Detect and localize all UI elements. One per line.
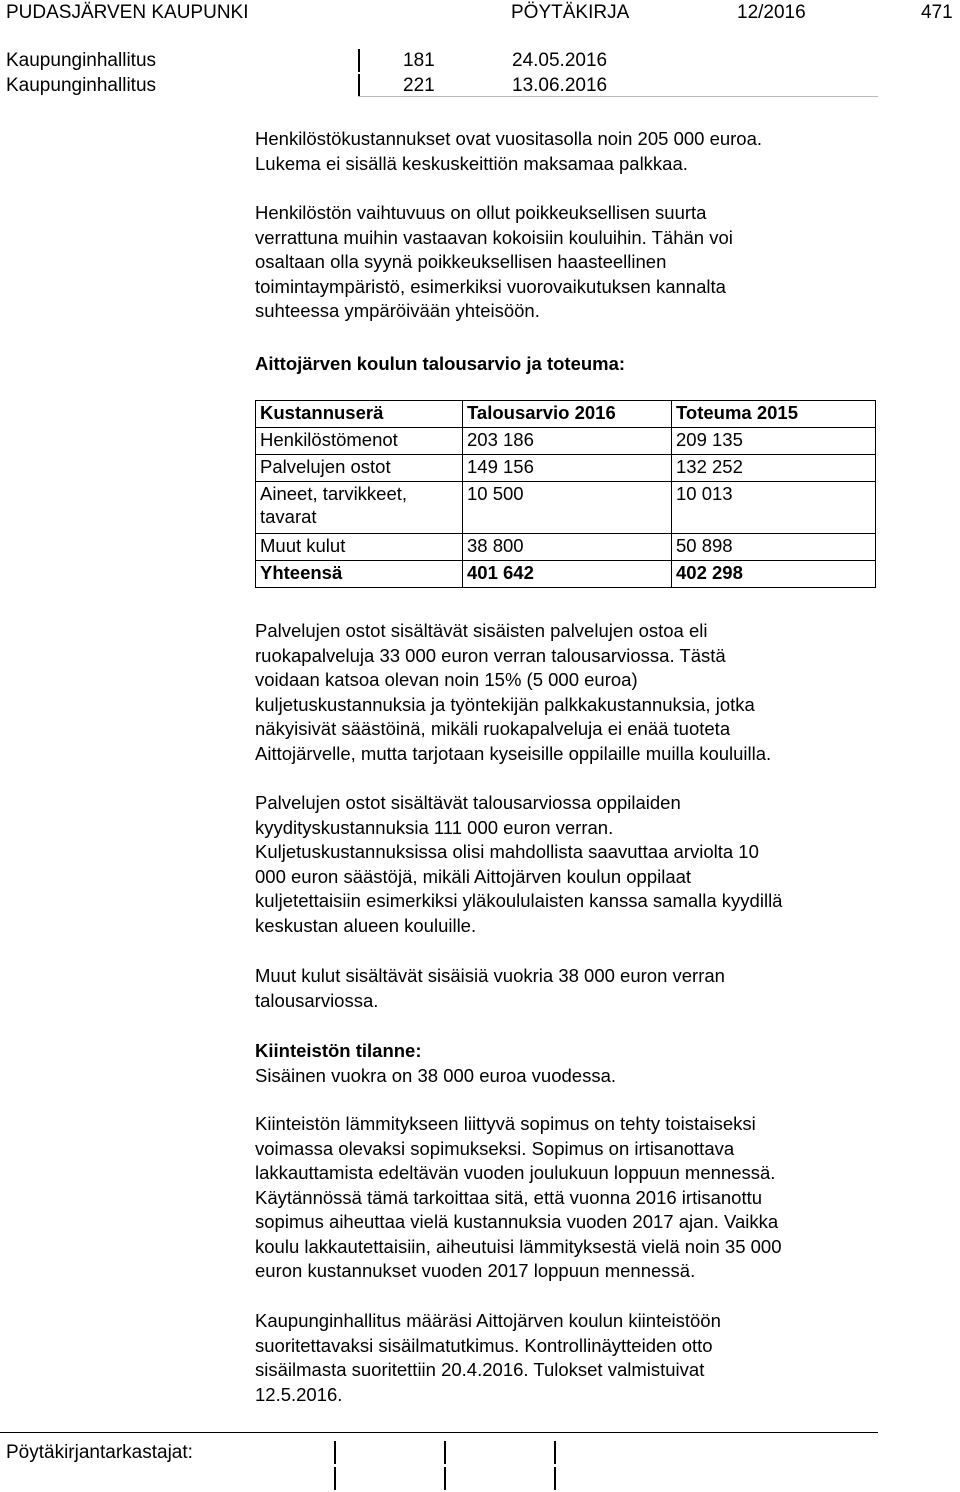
header-cell: Kustannuserä: [256, 401, 463, 428]
paragraph-indoor-air: [255, 1309, 935, 1407]
table-cell: Muut kulut: [256, 534, 463, 561]
text-line: Sisäinen vuokra on 38 000 euroa vuodessa.: [255, 1064, 617, 1086]
text-line: Palvelujen ostot sisältävät sisäisten palvelujen ostoa eli: [255, 620, 708, 641]
text-line: osaltaan olla syynä poikkeuksellisen haasteellinen: [255, 251, 667, 272]
table-cell: Yhteensä: [256, 561, 463, 588]
signature-line: [444, 1467, 446, 1490]
table-title: [255, 352, 935, 377]
text-line: sisäilmasta suoritettiin 20.4.2016. Tulokset valmistuivat: [255, 1359, 705, 1380]
table-cell: 132 252: [672, 455, 876, 482]
text-line: Henkilöstön vaihtuvuus on ollut poikkeuksellisen suurta: [255, 202, 707, 223]
table-cell: 209 135: [672, 428, 876, 455]
document-type: PÖYTÄKIRJA: [511, 2, 630, 23]
table-cell: 149 156: [463, 455, 672, 482]
table-cell: 10 013: [672, 482, 876, 534]
text-line: Lukema ei sisällä keskuskeittiön maksamaa palkkaa.: [255, 152, 688, 174]
paragraph-property-status: [255, 1039, 935, 1088]
table-row: [256, 428, 876, 455]
text-line: Palvelujen ostot sisältävät talousarviossa oppilaiden: [255, 792, 681, 813]
footer-rule: [0, 1432, 878, 1433]
text-line: Aittojärvelle, mutta tarjotaan kyseisille oppilaille muilla kouluilla.: [255, 742, 772, 764]
text-line: kuljetettaisiin esimerkiksi yläkoululaisten kanssa samalla kyydillä: [255, 890, 783, 911]
table-cell: Aineet, tarvikkeet, tavarat: [256, 482, 463, 534]
paragraph-staff-turnover: [255, 201, 935, 324]
table-cell: Henkilöstömenot: [256, 428, 463, 455]
table-cell: Palvelujen ostot: [256, 455, 463, 482]
text-line: toimintaympäristö, esimerkiksi vuorovaikutuksen kannalta: [255, 275, 726, 297]
table-total-row: [256, 561, 876, 588]
signature-line: [334, 1467, 336, 1490]
signature-line: [334, 1441, 336, 1464]
text-line: Kiinteistön lämmitykseen liittyvä sopimus on tehty toistaiseksi: [255, 1113, 756, 1134]
text-line: euron kustannukset vuoden 2017 loppuun mennessä.: [255, 1260, 696, 1281]
header-cell: Talousarvio 2016: [463, 401, 672, 428]
meta-section-2: 221: [403, 75, 435, 96]
issue-number: 12/2016: [737, 2, 806, 23]
table-cell: 401 642: [463, 561, 672, 588]
section-heading: Kiinteistön tilanne:: [255, 1040, 422, 1061]
signature-line: [444, 1441, 446, 1464]
text-line: Käytännössä tämä tarkoittaa sitä, että vuonna 2016 irtisanottu: [255, 1186, 763, 1208]
reviewers-label: Pöytäkirjantarkastajat:: [6, 1442, 193, 1463]
page-number: 471: [921, 2, 953, 23]
budget-table: [255, 400, 876, 588]
table-cell: 50 898: [672, 534, 876, 561]
text-line: ruokapalveluja 33 000 euron verran talousarviossa. Tästä: [255, 644, 726, 666]
text-line: Kaupunginhallitus määräsi Aittojärven koulun kiinteistöön: [255, 1310, 721, 1331]
table-header-row: [256, 401, 876, 428]
meta-section-1: 181: [403, 50, 435, 71]
text-line: suhteessa ympäröivään yhteisöön.: [255, 300, 540, 321]
paragraph-staff-costs: [255, 127, 935, 176]
text-line: Kuljetuskustannuksissa olisi mahdollista saavuttaa arviolta 10: [255, 841, 759, 862]
text-line: keskustan alueen kouluille.: [255, 914, 477, 936]
table-cell: 38 800: [463, 534, 672, 561]
table-cell: 203 186: [463, 428, 672, 455]
meta-body-1: Kaupunginhallitus: [6, 50, 157, 71]
text-line: kyydityskustannuksia 111 000 euron verran.: [255, 816, 614, 838]
text-line: sopimus aiheuttaa vielä kustannuksia vuoden 2017 ajan. Vaikka: [255, 1211, 779, 1232]
table-row: [256, 482, 876, 534]
text-line: lakkauttamista edeltävän vuoden joulukuun loppuun mennessä.: [255, 1162, 776, 1183]
org-name: PUDASJÄRVEN KAUPUNKI: [6, 2, 249, 23]
header-cell: Toteuma 2015: [672, 401, 876, 428]
paragraph-heating-contract: [255, 1112, 935, 1284]
paragraph-other-costs: [255, 964, 935, 1013]
text-line: kuljetuskustannuksia ja työntekijän palkkakustannuksia, jotka: [255, 693, 755, 715]
text-line: Muut kulut sisältävät sisäisiä vuokria 38 000 euron verran: [255, 965, 725, 986]
table-row: [256, 534, 876, 561]
paragraph-transport-costs: [255, 791, 935, 938]
text-line: koulu lakkautettaisiin, aiheutuisi lämmityksestä vielä noin 35 000: [255, 1235, 782, 1257]
text-line: talousarviossa.: [255, 989, 379, 1011]
text-line: verrattuna muihin vastaavan kokoisiin kouluihin. Tähän voi: [255, 226, 733, 248]
meta-body-2: Kaupunginhallitus: [6, 75, 157, 96]
meta-divider: [358, 74, 360, 97]
signature-line: [554, 1441, 556, 1464]
table-cell: 10 500: [463, 482, 672, 534]
meta-date-1: 24.05.2016: [512, 50, 608, 71]
signature-line: [554, 1467, 556, 1490]
text-line: voimassa olevaksi sopimukseksi. Sopimus on irtisanottava: [255, 1137, 735, 1159]
text-line: näkyisivät säästöinä, mikäli ruokapalveluja ei enää tuoteta: [255, 718, 731, 739]
table-title-text: Aittojärven koulun talousarvio ja toteuma:: [255, 353, 626, 374]
table-row: [256, 455, 876, 482]
header-rule: [358, 96, 878, 97]
text-line: voidaan katsoa olevan noin 15% (5 000 euroa): [255, 669, 638, 690]
text-line: Henkilöstökustannukset ovat vuositasolla noin 205 000 euroa.: [255, 128, 763, 149]
paragraph-service-purchases: [255, 619, 935, 766]
meta-date-2: 13.06.2016: [512, 75, 608, 96]
text-line: 000 euron säästöjä, mikäli Aittojärven koulun oppilaat: [255, 865, 692, 887]
text-line: suoritettavaksi sisäilmatutkimus. Kontrollinäytteiden otto: [255, 1334, 713, 1356]
meta-divider: [358, 49, 360, 72]
table-cell: 402 298: [672, 561, 876, 588]
text-line: 12.5.2016.: [255, 1383, 343, 1405]
